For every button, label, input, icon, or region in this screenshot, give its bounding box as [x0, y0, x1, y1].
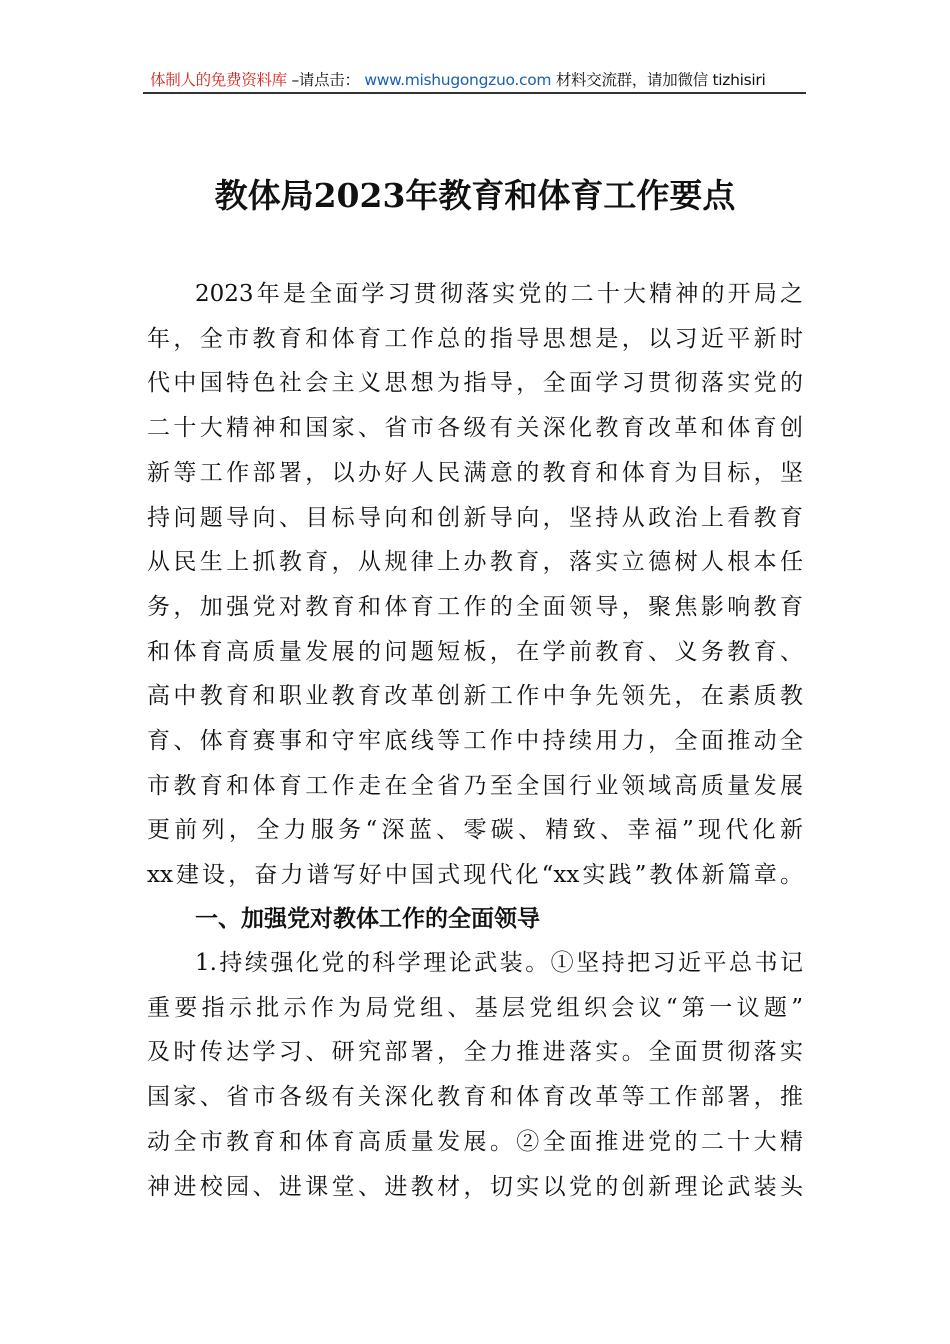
text-line: 年，全市教育和体育工作总的指导思想是，以习近平新时 — [147, 325, 803, 352]
header-contact: 材料交流群，请加微信 tizhisiri — [555, 71, 766, 89]
text-line: 持问题导向、目标导向和创新导向，坚持从政治上看教育 — [147, 504, 803, 531]
document-title: 教体局2023年教育和体育工作要点 — [214, 176, 736, 215]
text-line: 从民生上抓教育，从规律上办教育，落实立德树人根本任 — [147, 549, 803, 576]
text-line: 新等工作部署，以办好人民满意的教育和体育为目标，坚 — [147, 459, 803, 486]
text-line: 更前列，全力服务“深蓝、零碳、精致、幸福”现代化新 — [147, 817, 803, 844]
header-prompt: –请点击： — [291, 71, 360, 89]
header-divider — [143, 92, 806, 94]
text-line: 国家、省市各级有关深化教育和体育改革等工作部署，推 — [147, 1084, 803, 1111]
text-line: 2023年是全面学习贯彻落实党的二十大精神的开局之 — [195, 281, 803, 307]
section-heading: 一、加强党对教体工作的全面领导 — [195, 906, 540, 932]
header-brand: 体制人的免费资料库 — [150, 71, 287, 89]
text-line: 1.持续强化党的科学理论武装。①坚持把习近平总书记 — [195, 950, 803, 976]
text-line: 二十大精神和国家、省市各级有关深化教育改革和体育创 — [147, 415, 803, 442]
text-line: 神进校园、进课堂、进教材，切实以党的创新理论武装头 — [147, 1173, 803, 1200]
text-line: 重要指示批示作为局党组、基层党组织会议“第一议题” — [147, 994, 803, 1021]
header-banner — [150, 68, 766, 90]
text-line: xx建设，奋力谱写好中国式现代化“xx实践”教体新篇章。 — [147, 862, 803, 889]
text-line: 务，加强党对教育和体育工作的全面领导，聚焦影响教育 — [147, 593, 803, 620]
text-line: 及时传达学习、研究部署，全力推进落实。全面贯彻落实 — [147, 1039, 803, 1066]
text-line: 市教育和体育工作走在全省乃至全国行业领域高质量发展 — [147, 772, 803, 799]
text-line: 和体育高质量发展的问题短板，在学前教育、义务教育、 — [147, 638, 803, 665]
header-url-link[interactable]: www.mishugongzuo.com — [364, 71, 552, 89]
text-line: 动全市教育和体育高质量发展。②全面推进党的二十大精 — [147, 1128, 803, 1155]
text-line: 育、体育赛事和守牢底线等工作中持续用力，全面推动全 — [147, 728, 803, 754]
text-line: 代中国特色社会主义思想为指导，全面学习贯彻落实党的 — [147, 370, 803, 397]
text-line: 高中教育和职业教育改革创新工作中争先领先，在素质教 — [147, 683, 803, 710]
